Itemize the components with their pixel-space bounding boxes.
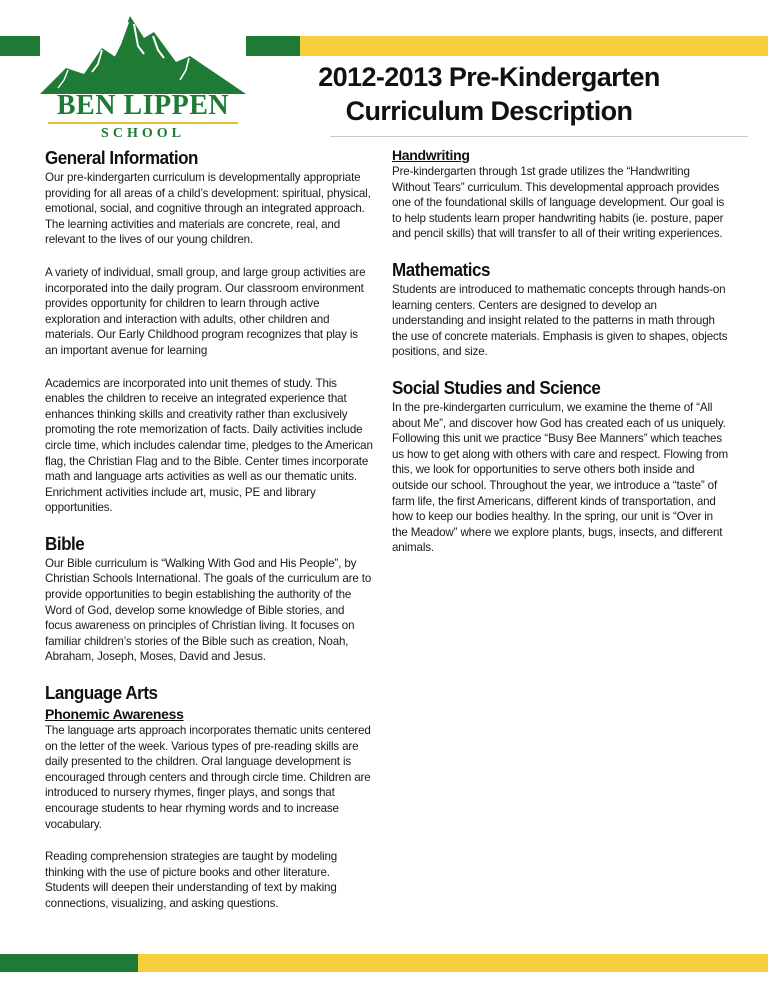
general-paragraph-2: A variety of individual, small group, and large group activities are incorporated into the daily program. Our classroom environment provides opportunity for children to learn through active exploration and interaction with adults, other children and materials. Our Early Childhood program recognizes that play is an important avenue for learning: [45, 265, 366, 357]
footer-band-gold: [138, 954, 768, 972]
general-paragraph-1: Our pre-kindergarten curriculum is developmentally appropriate providing for all areas of a child’s development: spiritual, physical, emotional, social, and cognitive through an integrated approach. The learning activities and materials are concrete, real, and relevant to the lives of our young children.: [45, 171, 371, 247]
language-arts-paragraph-2: Reading comprehension strategies are taught by modeling thinking with the use of picture books and other literature. Students will deepen their understanding of text by making connections, visualizing, and asking questions.: [45, 850, 338, 910]
section-heading-bible: Bible: [45, 532, 85, 554]
mountain-icon: [40, 10, 246, 94]
footer-band-green: [0, 954, 138, 972]
handwriting-paragraph-1: Pre-kindergarten through 1st grade utilizes the “Handwriting Without Tears” curriculum. This developmental approach provides one of the foundational skills of language development. Our goal is to help students learn proper handwriting habits (ie. posture, paper and pencil skills) that will transfer to all of their writing experiences.: [392, 165, 725, 241]
mathematics-paragraph-1: Students are introduced to mathematic concepts through hands-on learning centers. Centers are designed to develop an understanding and insight related to the patterns in math through the use of concrete materials. Emphasis is given to shapes, objects positions, and size.: [392, 282, 728, 359]
social-studies-paragraph-1: In the pre-kindergarten curriculum, we examine the theme of “All about Me”, and discover how God has created each of us uniquely. Following this unit we practice “Busy Bee Manners” which teaches us how to get along with others with care and respect. Flowing from this, we look for opportunities to serve others both inside and outside our school. Throughout the year, we introduce a “taste” of farm life, the first Americans, different kinds of transportation, and how to keep our bodies healthy. In the spring, our unit is “Over in the Meadow” where we explore plants, bugs, insects, and different animals.: [392, 400, 729, 555]
section-heading-mathematics: Mathematics: [392, 258, 491, 280]
right-column: [392, 146, 728, 556]
section-heading-language-arts: Language Arts: [45, 682, 158, 704]
general-paragraph-3: Academics are incorporated into unit themes of study. This enables the children to receive an integrated experience that enhances thinking skills and creativity rather than exclusively promoting the rote memorization of facts. Daily activities include circle time, which includes calendar time, pledges to the American flag, the Christian Flag and to the Bible. Center times incorporate math and language arts activities as well as our thematic units. Enrichment activities include art, music, PE and library opportunities.: [45, 376, 373, 515]
school-logo: [40, 10, 246, 141]
subheading-handwriting: Handwriting: [392, 147, 470, 163]
language-arts-paragraph-1: The language arts approach incorporates thematic units centered on the letter of the week. Various types of pre-reading skills are daily presented to the children. Oral language development is encouraged through centers and through circle time. Children are introduced to nursery rhymes, finger plays, and songs that encourage students to hear rhyming words and to increase vocabulary.: [45, 724, 371, 831]
section-heading-social-studies: Social Studies and Science: [392, 376, 601, 398]
section-heading-general: General Information: [45, 147, 198, 168]
school-subtitle: SCHOOL: [101, 126, 185, 141]
page-title: [300, 60, 678, 128]
header-band-gold: [300, 36, 768, 56]
subheading-phonemic-awareness: Phonemic Awareness: [45, 706, 184, 723]
left-column: [45, 146, 373, 912]
school-name: BEN LIPPEN: [56, 90, 230, 121]
title-divider: [330, 136, 748, 137]
logo-divider: [48, 122, 238, 124]
bible-paragraph-1: Our Bible curriculum is “Walking With God and His People”, by Christian Schools International. The goals of the curriculum are to provide opportunities to begin establishing the authority of the Word of God, develop some knowledge of Bible stories, and focus awareness on principles of Christian living. It focuses on familiar children’s stories of the Bible such as creation, Noah, Abraham, Joseph, Moses, David and Jesus.: [45, 556, 372, 664]
title-line-2: Curriculum Description: [345, 96, 633, 126]
title-line-1: 2012-2013 Pre-Kindergarten: [318, 62, 660, 92]
